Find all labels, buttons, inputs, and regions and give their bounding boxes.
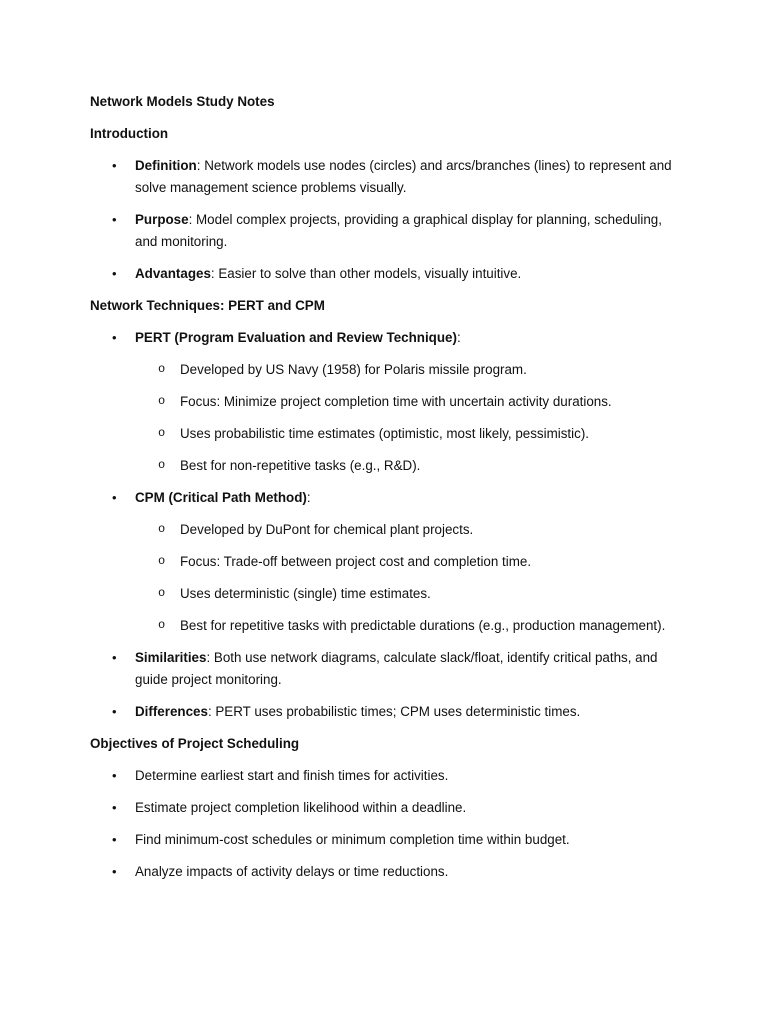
term-suffix: : [456,330,461,345]
sub-list-item: o Developed by DuPont for chemical plant projects. [135,519,682,541]
term-description: : PERT uses probabilistic times; CPM uses deterministic times. [207,704,581,719]
objectives-list [90,765,682,883]
techniques-list [90,327,682,723]
sub-list-item: o Best for repetitive tasks with predictable durations (e.g., production management). [135,615,682,637]
term-suffix: : [306,490,311,505]
list-item [90,155,682,199]
section-heading-objectives: Objectives of Project Scheduling [90,736,300,751]
document-title: Network Models Study Notes [90,94,275,109]
list-item-similarities [90,647,682,691]
document-body [90,91,682,893]
list-item-pert [90,327,682,477]
pert-sublist [135,359,682,477]
sub-list-item: o Uses probabilistic time estimates (optimistic, most likely, pessimistic). [135,423,682,445]
term-description: : Model complex projects, providing a graphical display for planning, scheduling, and monitoring. [135,212,662,249]
term-label: Similarities [135,650,207,665]
sub-list-item: o Uses deterministic (single) time estimates. [135,583,682,605]
term-description: : Both use network diagrams, calculate slack/float, identify critical paths, and guide project monitoring. [135,650,658,687]
term-label: PERT (Program Evaluation and Review Technique) [135,330,457,345]
cpm-sublist [135,519,682,637]
term-label: CPM (Critical Path Method) [135,490,307,505]
list-item [90,209,682,253]
section-heading-introduction: Introduction [90,126,169,141]
introduction-list [90,155,682,285]
term-description: : Easier to solve than other models, visually intuitive. [210,266,522,281]
term-label: Definition [135,158,197,173]
list-item: • Estimate project completion likelihood within a deadline. [90,797,682,819]
list-item-cpm [90,487,682,637]
list-item: • Find minimum-cost schedules or minimum completion time within budget. [90,829,682,851]
sub-list-item: o Focus: Minimize project completion time with uncertain activity durations. [135,391,682,413]
sub-list-item: o Developed by US Navy (1958) for Polaris missile program. [135,359,682,381]
sub-list-item: o Best for non-repetitive tasks (e.g., R&D). [135,455,682,477]
section-heading-techniques: Network Techniques: PERT and CPM [90,298,325,313]
list-item: • Determine earliest start and finish times for activities. [90,765,682,787]
list-item: • Analyze impacts of activity delays or time reductions. [90,861,682,883]
list-item-differences [90,701,682,723]
term-label: Purpose [135,212,189,227]
list-item [90,263,682,285]
term-description: : Network models use nodes (circles) and arcs/branches (lines) to represent and solve management science problems visually. [135,158,672,195]
sub-list-item: o Focus: Trade-off between project cost and completion time. [135,551,682,573]
term-label: Advantages [135,266,211,281]
term-label: Differences [135,704,208,719]
